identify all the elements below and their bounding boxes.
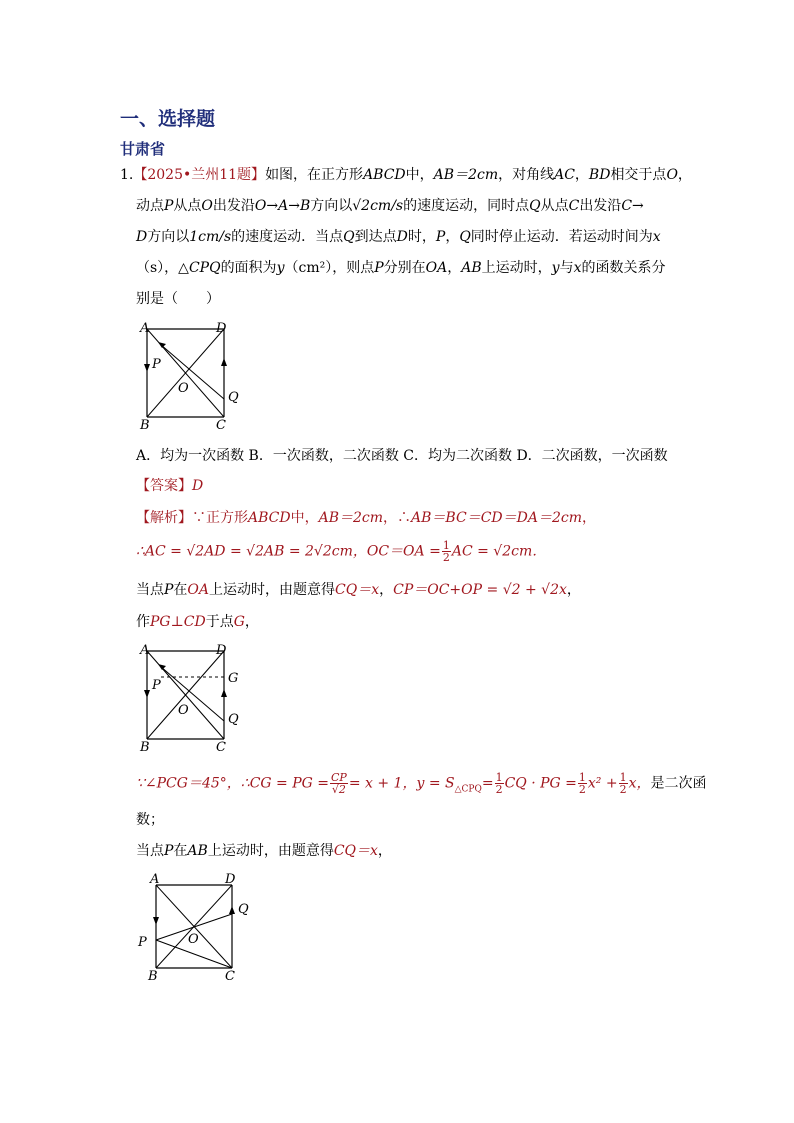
label-d: D — [216, 643, 227, 658]
fraction — [495, 772, 504, 795]
text: G — [233, 614, 245, 630]
text: ， — [447, 260, 462, 276]
answer-label: 【答案】 — [136, 478, 192, 494]
figure-1-square — [130, 318, 250, 436]
text: 的速度运动，同时点 — [403, 198, 530, 214]
region-heading: 甘肃省 — [120, 140, 166, 158]
text: CQ＝x — [333, 843, 378, 859]
text: CQ＝x — [335, 582, 380, 598]
numerator: 1 — [578, 771, 586, 784]
text: OA — [425, 260, 448, 276]
label-o: O — [188, 932, 199, 947]
text: AC = √2cm． — [451, 543, 547, 560]
fraction — [330, 772, 348, 795]
text: 在 — [173, 582, 188, 598]
solution-line-6: 数； — [136, 812, 164, 828]
solution-line-1 — [136, 508, 596, 528]
text: y — [276, 260, 285, 276]
denominator: √2 — [331, 783, 346, 796]
text: 上运动时，由题意得 — [209, 582, 336, 598]
text: 1cm/s — [189, 229, 232, 245]
text: P — [374, 260, 384, 276]
text: 方向以 — [147, 229, 190, 245]
text: 与 — [559, 260, 574, 276]
figure-3-square — [130, 868, 260, 986]
fraction — [578, 772, 587, 795]
text: （s），△ — [136, 260, 189, 276]
text: CPQ — [188, 260, 221, 276]
label-b: B — [140, 418, 150, 433]
text: 动点 — [136, 198, 164, 214]
solution-line-5 — [136, 772, 707, 799]
label-b: B — [140, 740, 150, 755]
text: C — [568, 198, 580, 214]
text: ， — [566, 582, 581, 598]
text: = — [481, 775, 494, 792]
label-o: O — [178, 703, 189, 718]
text: 是二次函 — [650, 775, 707, 792]
text: x² + — [587, 775, 618, 792]
text: 到达点 — [354, 229, 397, 245]
fraction — [442, 540, 451, 563]
text: 如图，在正方形 — [265, 167, 364, 183]
text: P — [164, 582, 174, 598]
label-a: A — [150, 872, 160, 887]
text: y = S — [416, 775, 455, 792]
text: 的面积为 — [220, 260, 277, 276]
text: 于点 — [205, 614, 234, 630]
label-q: Q — [238, 902, 249, 917]
text: CQ · PG = — [504, 775, 577, 792]
text: P — [435, 229, 446, 245]
arrow-down-icon — [144, 364, 150, 372]
text: OA — [187, 582, 210, 598]
numerator: 1 — [619, 771, 627, 784]
text: 分别在 — [383, 260, 426, 276]
text: 上运动时，由题意得 — [207, 843, 334, 859]
text: AC — [554, 167, 575, 183]
text: 从点 — [540, 198, 569, 214]
answer-value: D — [192, 478, 204, 494]
text: AB＝BC＝CD＝DA＝2cm — [411, 510, 582, 526]
text: 时， — [407, 229, 436, 245]
text: 作 — [136, 614, 150, 630]
label-p: P — [152, 357, 161, 372]
arrow-down-icon — [144, 690, 150, 698]
arrow-diagonal-icon — [158, 342, 166, 348]
text: y — [551, 260, 560, 276]
subscript: △CPQ — [454, 784, 482, 795]
text: ABCD — [363, 167, 406, 183]
text: x — [652, 229, 661, 245]
numerator: 1 — [442, 539, 450, 552]
text: CP＝OC+OP = √2 + √2x — [393, 582, 567, 598]
label-q: Q — [228, 712, 239, 727]
denominator: 2 — [578, 783, 586, 796]
text: ，∴ — [383, 510, 412, 526]
arrow-up-icon — [221, 689, 227, 697]
question-line-4 — [136, 258, 665, 278]
text: ， — [244, 614, 259, 630]
text: 在 — [173, 843, 188, 859]
solution-line-3 — [136, 580, 581, 600]
numerator: 1 — [495, 771, 503, 784]
label-g: G — [228, 671, 239, 686]
question-number: 1. — [120, 167, 134, 183]
solution-line-4 — [136, 612, 259, 632]
text: √2cm/s — [352, 198, 404, 214]
text: = x + 1， — [348, 775, 417, 792]
label-a: A — [140, 321, 150, 336]
text: 出发沿 — [212, 198, 255, 214]
text: P — [164, 198, 174, 214]
text: 方向以 — [310, 198, 353, 214]
text: O — [666, 167, 678, 183]
label-p: P — [152, 678, 161, 693]
text: AB＝2cm — [433, 167, 499, 183]
arrow-up-icon — [229, 906, 235, 914]
question-line-1 — [120, 165, 692, 185]
text: ∴AC = √2AD = √2AB = 2√2cm，OC＝OA = — [136, 543, 441, 560]
label-c: C — [216, 740, 226, 755]
answer-line — [136, 476, 203, 496]
text: ， — [574, 167, 589, 183]
text: O→A→B — [254, 198, 311, 214]
fraction — [619, 772, 628, 795]
text: Q — [343, 229, 355, 245]
text: ABCD — [248, 510, 291, 526]
text: （cm²），则点 — [284, 260, 375, 276]
text: Q — [529, 198, 541, 214]
text: ， — [677, 167, 692, 183]
label-q: Q — [228, 390, 239, 405]
question-line-5: 别是（ ） — [136, 291, 220, 307]
solution-label: 【解析】 — [136, 510, 192, 526]
section-title: 一、选择题 — [120, 108, 216, 130]
text: AB — [461, 260, 482, 276]
text: ∵∠PCG＝45° — [136, 775, 227, 792]
solution-line-7 — [136, 841, 392, 861]
text: x — [573, 260, 582, 276]
denominator: 2 — [495, 783, 503, 796]
options: A．均为一次函数 B．一次函数，二次函数 C．均为二次函数 D．二次函数，一次函数 — [136, 448, 668, 464]
text: ∵正方形 — [192, 510, 248, 526]
label-c: C — [216, 418, 226, 433]
text: C→ — [621, 198, 644, 214]
text: O — [201, 198, 213, 214]
text: 出发沿 — [579, 198, 622, 214]
question-line-2 — [136, 196, 644, 216]
arrow-down-icon — [153, 917, 159, 925]
text: ， — [377, 843, 392, 859]
text: 当点 — [136, 582, 164, 598]
text: 同时停止运动．若运动时间为 — [470, 229, 653, 245]
text: ， — [581, 510, 596, 526]
numerator: CP — [331, 771, 347, 784]
text: BD — [588, 167, 611, 183]
text: ， — [445, 229, 460, 245]
label-c: C — [225, 969, 235, 984]
label-b: B — [148, 969, 158, 984]
label-d: D — [225, 872, 236, 887]
arrow-diagonal-icon — [158, 664, 166, 670]
solution-line-2 — [136, 540, 546, 563]
text: D — [136, 229, 148, 245]
text: D — [396, 229, 408, 245]
text: AB — [187, 843, 208, 859]
arrow-up-icon — [221, 358, 227, 366]
text: x， — [628, 775, 651, 792]
figure-2-square — [130, 640, 250, 758]
denominator: 2 — [442, 551, 450, 564]
label-p: P — [138, 935, 147, 950]
question-source: 【2025•兰州11题】 — [133, 167, 266, 183]
text: ， — [379, 582, 394, 598]
label-d: D — [216, 321, 227, 336]
text: 相交于点 — [610, 167, 667, 183]
text: AB＝2cm — [318, 510, 384, 526]
denominator: 2 — [619, 783, 627, 796]
text: P — [164, 843, 174, 859]
label-a: A — [140, 643, 150, 658]
text: 当点 — [136, 843, 164, 859]
text: PG⊥CD — [150, 614, 206, 630]
text: 上运动时， — [481, 260, 552, 276]
text: 从点 — [173, 198, 202, 214]
text: 的速度运动．当点 — [231, 229, 344, 245]
question-line-3 — [136, 227, 661, 247]
text: Q — [459, 229, 471, 245]
text: ，∴CG = PG = — [226, 775, 329, 792]
text: 中， — [290, 510, 319, 526]
label-o: O — [178, 381, 189, 396]
text: 中， — [405, 167, 434, 183]
text: ，对角线 — [498, 167, 555, 183]
text: 的函数关系分 — [581, 260, 666, 276]
